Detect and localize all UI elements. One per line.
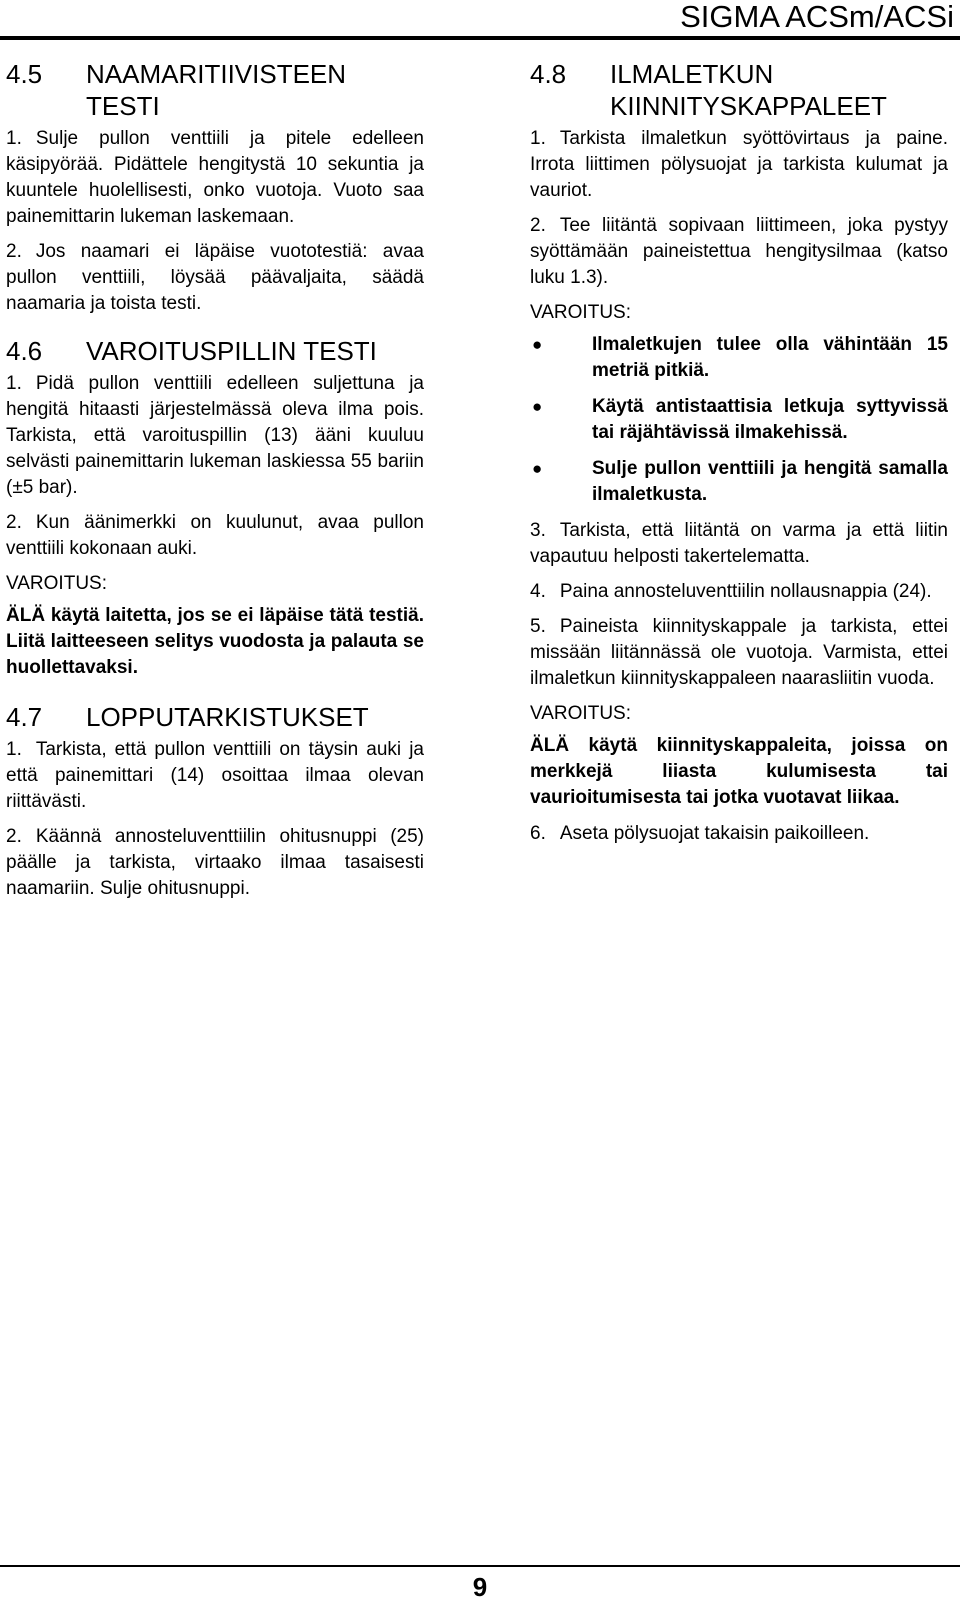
step-paragraph: [6, 126, 424, 230]
step-text: Aseta pölysuojat takaisin paikoilleen.: [559, 823, 870, 844]
step-number: 1.: [6, 739, 22, 760]
step-text: Tarkista, että liitäntä on varma ja että liitin vapautuu helposti takertelematta.: [530, 520, 948, 567]
step-text: Käännä annosteluventtiilin ohitusnuppi (25) päälle ja tarkista, virtaako ilmaa tasaisesti naamariin. Sulje ohitusnuppi.: [6, 826, 424, 899]
step-text: Sulje pullon venttiili ja pitele edelleen käsipyörää. Pidättele hengitystä 10 sekuntia ja kuuntele huolellisesti, onko vuotoja. Vuoto saa painemittarin lukeman laskemaan.: [6, 128, 424, 227]
step-paragraph: [530, 518, 948, 570]
footer-rule: [0, 1565, 960, 1567]
step-number: 2.: [6, 512, 22, 533]
step-text: Tee liitäntä sopivaan liittimeen, joka pystyy syöttämään paineistettua hengitysilmaa (katso luku 1.3).: [530, 215, 948, 288]
step-number: 2.: [6, 826, 22, 847]
warning-label: VAROITUS:: [6, 573, 107, 594]
warning-bullet: [530, 456, 948, 508]
step-text: Paina annosteluventtiilin nollausnappia (24).: [559, 581, 932, 602]
section-number: 4.8: [530, 59, 567, 89]
step-text: Paineista kiinnityskappale ja tarkista, ettei missään liitännässä ole vuotoja. Varmista, ettei ilmaletkun kiinnityskappaleen naarasliitin vuoda.: [530, 616, 948, 689]
section-number: 4.5: [6, 59, 43, 89]
bullet-dot-icon: ●: [532, 335, 543, 354]
section-number: 4.7: [6, 702, 43, 732]
bullet-text: Sulje pullon venttiili ja hengitä samalla ilmaletkusta.: [592, 458, 948, 505]
section-title: LOPPUTARKISTUKSET: [86, 702, 369, 732]
step-text: Jos naamari ei läpäise vuototestiä: avaa pullon venttiili, löysää päävaljaita, säädä naamaria ja toista testi.: [6, 241, 424, 314]
bullet-dot-icon: ●: [532, 397, 543, 416]
step-paragraph: [6, 239, 424, 317]
warning-text: ÄLÄ käytä kiinnityskappaleita, joissa on merkkejä liiasta kulumisesta tai vaurioitumisesta tai jotka vuotavat liikaa.: [530, 735, 948, 808]
bullet-dot-icon: ●: [532, 459, 543, 478]
step-paragraph: [6, 371, 424, 501]
page-number: 9: [472, 1572, 488, 1602]
header-rule: [0, 36, 960, 40]
step-paragraph: [6, 510, 424, 562]
section-4-5-heading: [6, 58, 424, 122]
step-number: 2.: [530, 215, 546, 236]
bullet-text: Käytä antistaattisia letkuja syttyvissä tai räjähtävissä ilmakehissä.: [592, 396, 948, 443]
section-4-7-heading: [6, 701, 424, 733]
warning-bullet: [530, 394, 948, 446]
step-paragraph: [530, 614, 948, 692]
step-text: Pidä pullon venttiili edelleen suljettuna ja hengitä hitaasti järjestelmässä oleva ilma pois. Tarkista, että varoituspillin (13) ääni kuuluu selvästi painemittarin lukeman laskiessa 55 bariin (±5 bar).: [6, 373, 424, 498]
right-column: [530, 58, 948, 856]
step-paragraph: [530, 579, 948, 605]
document-title: SIGMA ACSm/ACSi: [680, 0, 954, 34]
step-text: Tarkista ilmaletkun syöttövirtaus ja paine. Irrota liittimen pölysuojat ja tarkista kulumat ja vauriot.: [530, 128, 948, 201]
step-number: 1.: [530, 128, 546, 149]
bullet-text: Ilmaletkujen tulee olla vähintään 15 metriä pitkiä.: [592, 334, 948, 381]
warning-label: VAROITUS:: [530, 302, 631, 323]
warning-label: VAROITUS:: [530, 703, 631, 724]
step-paragraph: [6, 824, 424, 902]
step-number: 3.: [530, 520, 546, 541]
step-text: Tarkista, että pullon venttiili on täysin auki ja että painemittari (14) osoittaa ilmaa olevan riittävästi.: [6, 739, 424, 812]
warning-bullet: [530, 332, 948, 384]
left-column: [6, 58, 424, 911]
step-number: 2.: [6, 241, 22, 262]
step-number: 5.: [530, 616, 546, 637]
section-number: 4.6: [6, 336, 43, 366]
step-number: 1.: [6, 128, 22, 149]
step-text: Kun äänimerkki on kuulunut, avaa pullon venttiili kokonaan auki.: [6, 512, 424, 559]
step-paragraph: [6, 737, 424, 815]
section-title: VAROITUSPILLIN TESTI: [86, 336, 377, 366]
section-4-6-heading: [6, 335, 424, 367]
step-paragraph: [530, 126, 948, 204]
step-paragraph: [530, 821, 948, 847]
section-title: NAAMARITIIVISTEEN TESTI: [86, 59, 347, 121]
step-number: 4.: [530, 581, 546, 602]
step-paragraph: [530, 213, 948, 291]
step-number: 1.: [6, 373, 22, 394]
section-4-8-heading: [530, 58, 948, 122]
warning-text: ÄLÄ käytä laitetta, jos se ei läpäise tätä testiä. Liitä laitteeseen selitys vuodosta ja palauta se huollettavaksi.: [6, 605, 424, 678]
section-title: ILMALETKUN KIINNITYSKAPPALEET: [610, 59, 887, 121]
step-number: 6.: [530, 823, 546, 844]
